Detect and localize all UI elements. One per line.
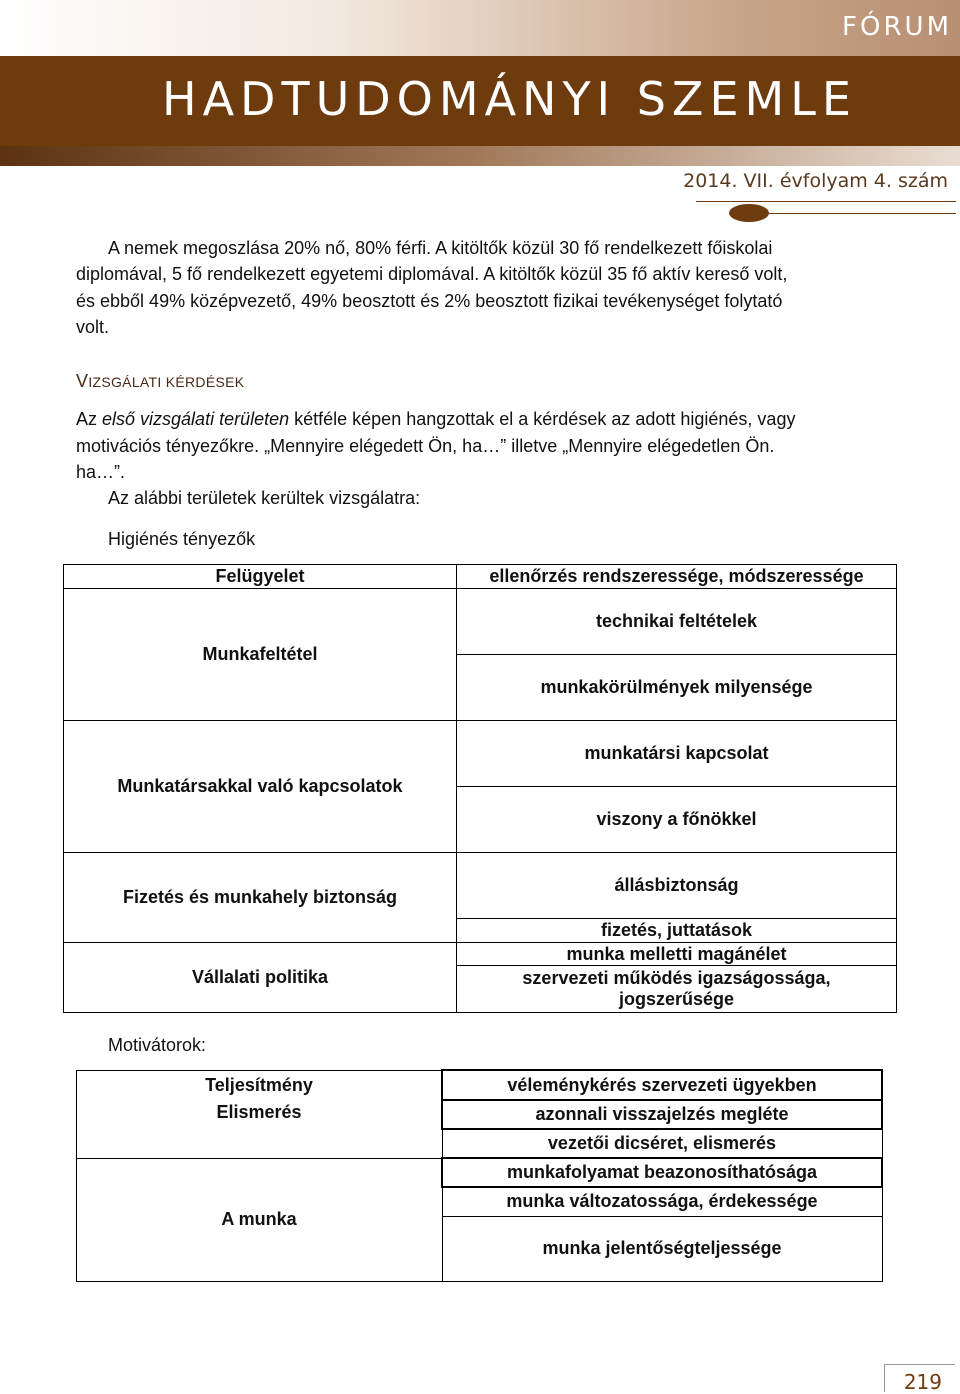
motivators-table [76, 1069, 883, 1282]
table-cell: A munka [77, 1158, 443, 1281]
table-cell: Fizetés és munkahely biztonság [64, 853, 457, 943]
intro-line: volt. [76, 317, 110, 337]
table-cell: munka melletti magánélet [457, 943, 897, 966]
table-cell: technikai feltételek [457, 589, 897, 655]
table-cell: Teljesítmény [77, 1070, 443, 1100]
questions-line: Az alábbi területek kerültek vizsgálatra: [108, 488, 421, 508]
section-label: FÓRUM [842, 12, 952, 42]
questions-line: Az első vizsgálati területen kétféle képen hangzottak el a kérdések az adott higiénés, vagy [76, 409, 796, 429]
table-cell: vezetői dicséret, elismerés [442, 1129, 882, 1158]
hygiene-label: Higiénés tényezők [108, 529, 256, 549]
table-cell: munka jelentőségteljessége [442, 1216, 882, 1281]
header-rule [760, 213, 956, 214]
table-cell: azonnali visszajelzés megléte [442, 1100, 882, 1129]
table-cell: Vállalati politika [64, 943, 457, 1013]
issue-info: 2014. VII. évfolyam 4. szám [683, 170, 948, 192]
table-cell: Felügyelet [64, 565, 457, 589]
header-accent-band [0, 146, 960, 166]
table-cell: Munkafeltétel [64, 589, 457, 721]
table-cell: munka változatossága, érdekessége [442, 1187, 882, 1216]
hygiene-table [63, 564, 897, 1013]
intro-line: és ebből 49% középvezető, 49% beosztott és 2% beosztott fizikai tevékenységet folytató [76, 291, 783, 311]
table-cell: viszony a főnökkel [457, 787, 897, 853]
intro-line: A nemek megoszlása 20% nő, 80% férfi. A kitöltők közül 30 fő rendelkezett főiskolai [108, 238, 773, 258]
header-gradient-bar [0, 0, 960, 56]
table-cell: munkatársi kapcsolat [457, 721, 897, 787]
header-rule [696, 201, 956, 202]
table-cell: munkafolyamat beazonosíthatósága [442, 1158, 882, 1187]
table-cell: munkakörülmények milyensége [457, 655, 897, 721]
table-cell: Elismerés [77, 1100, 443, 1158]
journal-title: HADTUDOMÁNYI SZEMLE [162, 72, 857, 126]
table-cell: ellenőrzés rendszeressége, módszeressége [457, 565, 897, 589]
table-cell: fizetés, juttatások [457, 919, 897, 943]
motivators-label: Motivátorok: [108, 1035, 207, 1055]
table-cell: állásbiztonság [457, 853, 897, 919]
questions-line: ha…”. [76, 462, 126, 482]
questions-line: motivációs tényezőkre. „Mennyire elégedett Ön, ha…” illetve „Mennyire elégedetlen Ön. [76, 436, 775, 456]
table-cell: szervezeti működés igazságossága, jogszerűsége [457, 966, 897, 1013]
table-cell: véleménykérés szervezeti ügyekben [442, 1070, 882, 1100]
page-number: 219 [903, 1370, 942, 1394]
oval-ornament [729, 204, 769, 222]
intro-line: diplomával, 5 fő rendelkezett egyetemi diplomával. A kitöltők közül 35 fő aktív kereső volt, [76, 264, 788, 284]
section-heading: VIZSGÁLATI KÉRDÉSEK [76, 371, 245, 391]
table-cell: Munkatársakkal való kapcsolatok [64, 721, 457, 853]
